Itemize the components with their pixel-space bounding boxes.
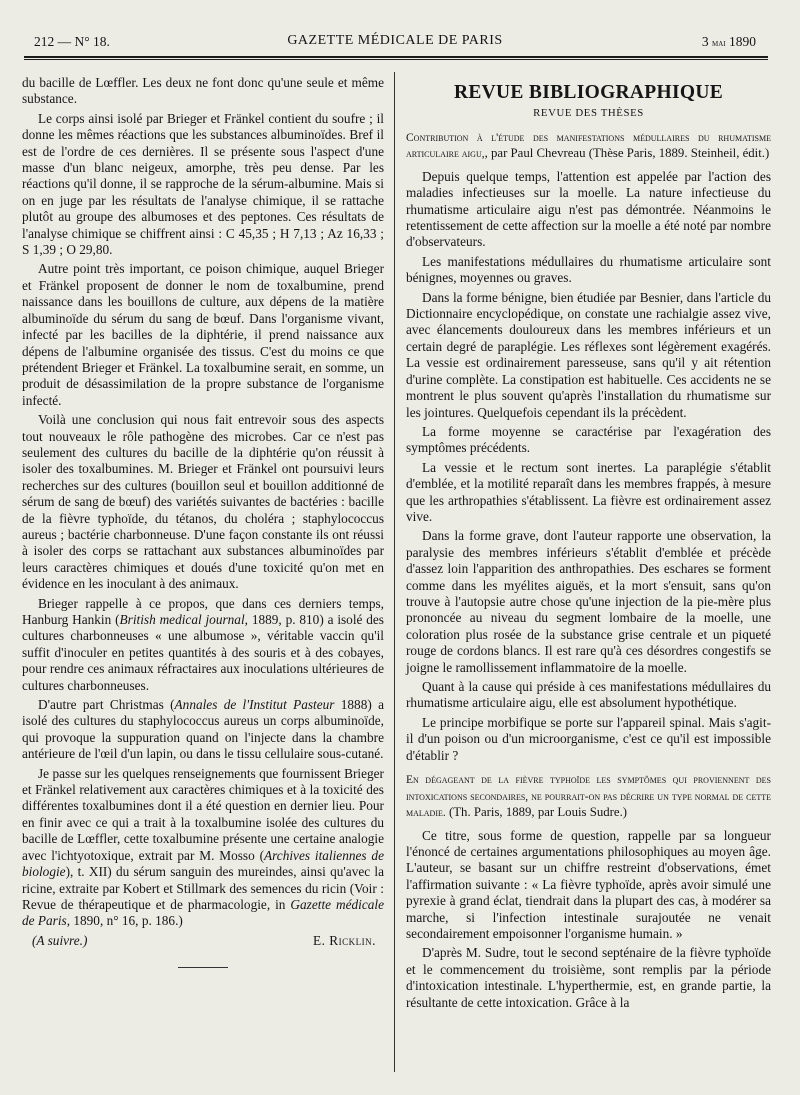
section-title: REVUE BIBLIOGRAPHIQUE: [453, 82, 724, 103]
review-entry-title: En dégageant de la fièvre typhoïde les symptômes qui proviennent des intoxications secondaires, ne pourrait-on pas décrire un type normal de cette maladie. (Th. Paris, 1889, par Louis Sudre.): [406, 774, 771, 820]
paragraph: Quant à la cause qui préside à ces manifestations médullaires du rhumatisme articulaire aigu, elle est absolument hypothétique.: [406, 679, 771, 711]
journal-title: GAZETTE MÉDICALE DE PARIS: [287, 33, 503, 48]
citation: Gazette médicale de Paris: [22, 896, 384, 929]
right-column: [406, 75, 771, 1014]
paragraph: D'après M. Sudre, tout le second septénaire de la fièvre typhoïde et le commencement du troisième, sont remplis par la période d'intoxication intestinale. L'hyperthermie, est, en grande partie, la résultante de cette intoxication. Grâce à la: [406, 945, 771, 1010]
paragraph: Depuis quelque temps, l'attention est appelée par l'action des maladies infectieuses sur la moelle. La nature infectieuse du rhumatisme articulaire aigu n'est pas démontrée. Néanmoins le retentissement de cette affection sur la moelle a été noté par nombre d'observateurs.: [406, 168, 771, 250]
citation: British medical journal: [119, 612, 245, 627]
paragraph: La forme moyenne se caractérise par l'exagération des symptômes précédents.: [406, 423, 771, 456]
paragraph: La vessie et le rectum sont inertes. La paraplégie s'établit d'emblée, et la motilité reparaît dans les membres frappés, à mesure que les arthropathies s'établissent. La fièvre est ordinairement assez vive.: [406, 459, 771, 524]
author-name: E. Ricklin.: [313, 932, 376, 948]
paragraph: Les manifestations médullaires du rhumatisme articulaire sont bénignes, moyennes ou graves.: [406, 253, 771, 286]
paragraph: Le principe morbifique se porte sur l'appareil spinal. Mais s'agit-il d'un poison ou d'un microorganisme, c'est ce qu'il est impossible d'établir ?: [406, 714, 771, 763]
paragraph: Autre point très important, ce poison chimique, auquel Brieger et Fränkel proposent de donner le nom de toxalbumine, prend naissance dans les bouillons de culture, aux dépens de la matière albuminoïde du sérum du sang de bœuf. Dans l'organisme vivant, infecté par les bacilles de la diphtérie, il prend naissance aux dépens de l'albumine organisée des tissus. C'est du moins ce que prétendent Brieger et Fränkel. La toxalbumine serait, en somme, un produit de désassimilation de la propre substance de l'organisme infecté.: [22, 261, 384, 408]
signature-line: [22, 933, 384, 949]
paragraph: Voilà une conclusion qui nous fait entrevoir sous des aspects tout nouveaux le rôle pathogène des microbes. Car ce n'est pas seulement des cultures du bacille de la diphtérie qu'on réussit à isoler des toxalbumines. M. Brieger et Fränkel ont poursuivi leurs recherches sur des cultures (bouillon seul et bouillon additionné de sérum de sang de bœuf) des variétés suivantes de bactéries : bacille de la fièvre typhoïde, du tétanos, du choléra ; staphylococcus aureus ; bactérie charbonneuse. D'une façon constante ils ont réussi à isoler des corps se rattachant aux substances albuminoïdes par leurs caractères chimiques et doués d'une toxicité qu'on met en évidence en les inoculant à des animaux.: [22, 412, 384, 592]
to-be-continued: (A suivre.): [32, 932, 88, 948]
paragraph: du bacille de Lœffler. Les deux ne font donc qu'une seule et même substance.: [22, 75, 384, 107]
header-rule: [24, 56, 768, 60]
paragraph: Dans la forme bénigne, bien étudiée par Besnier, dans l'article du Dictionnaire encyclopédique, on constate une rachialgie assez vive, avec élancements douloureux dans les membres inférieurs et un certain degré de paraplégie. Les réflexes sont légèrement exagérés. La vessie est ordinairement paresseuse, sans qu'il y ait rétention d'urine complète. La constipation est habituelle. Ces accidents ne se montrent le plus souvent qu'après l'installation du rhumatisme sur les jointures. Quelquefois cependant ils la précèdent.: [406, 289, 771, 420]
left-column: [22, 75, 384, 968]
paragraph: Ce titre, sous forme de question, rappelle par sa longueur l'énoncé de certaines argumentations philosophiques au moyen âge. L'auteur, se basant sur un chiffre restreint d'observations, émet l'affirmation suivante : « La fièvre typhoïde, après avoir simulé une pyrexie à grand éclat, tiendrait dans la plupart des cas, à modérer sa marche, si l'infection intestinale surajoutée ne venait secondairement empoisonner l'organisme humain. »: [406, 827, 771, 941]
paragraph: Dans la forme grave, dont l'auteur rapporte une observation, la paralysie des membres inférieurs s'établit d'emblée et précède d'assez loin l'apparition des anthropathies. Des eschares se forment comme dans les myélites aiguës, et la mort s'ensuit, sans qu'on trouve à l'autopsie autre chose qu'une injection de la pie-mère plus prononcée au niveau du segment lombaire de la moelle, une coloration plus rosée de la substance grise centrale et un piqueté rouge de cordons blancs. Il est rare qu'à ces désordres congestifs se joigne le ramollissement inflammatoire de la moelle.: [406, 528, 771, 675]
paragraph: Brieger rappelle à ce propos, que dans ces derniers temps, Hanburg Hankin (British medical journal, 1889, p. 810) a isolé des cultures charbonneuses « une albumose », véritable vaccin qu'il suffit d'inoculer en petites quantités à des souris et à des cobayes, pour rendre ces animaux réfractaires aux inoculations ultérieures de cultures charbonneuses.: [22, 595, 384, 693]
review-entry-title: Contribution à l'étude des manifestations médullaires du rhumatisme articulaire aigu,, par Paul Chevreau (Thèse Paris, 1889. Steinheil, édit.): [406, 131, 771, 161]
section-subtitle: REVUE DES THÈSES: [533, 107, 644, 120]
paragraph: D'autre part Christmas (Annales de l'Institut Pasteur 1888) a isolé des cultures du staphylococcus aureus un corps albuminoïde, qui provoque la suppuration quand on l'injecte dans la chambre antérieure de l'œil d'un lapin, ou dans le tissu cellulaire sous-cutané.: [22, 697, 384, 762]
page-header: [34, 30, 756, 52]
paragraph: Le corps ainsi isolé par Brieger et Fränkel contient du soufre ; il donne les mêmes réactions que les substances albuminoïdes. Bref il est de l'ordre de ces dernières. Il se présente sous l'aspect d'une masse d'un blanc neigeux, amorphe, très peu dense. Par les réactions qu'il donne, il se rapproche de la sérum-albumine. Mais si on en juge par les résultats de l'analyse chimique, il se rattache plutôt au groupe des albumoses et des peptones. Ces résultats de l'analyse chimique se chiffrent ainsi : C 45,35 ; H 7,13 ; Az 16,33 ; S 1,39 ; O 29,80.: [22, 110, 384, 258]
page-number: 212 — N° 18.: [34, 34, 110, 49]
issue-date: 3 mai 1890: [701, 34, 756, 49]
citation: Annales de l'Institut Pasteur: [174, 697, 335, 713]
citation: Archives italiennes de biologie: [22, 847, 384, 880]
column-divider: [394, 72, 395, 1072]
end-rule: [178, 967, 228, 968]
paragraph: Je passe sur les quelques renseignements que fournissent Brieger et Fränkel relativement aux caractères chimiques et à la toxicité des différentes toxalbumines dont il a été question en dernier lieu. Pour en finir avec ce qui a trait à la toxalbumine isolée des cultures du bacille de Lœffler, cette toxalbumine présente une certaine analogie avec l'ichtyotoxique, extrait par M. Mosso (Archives italiennes de biologie), t. XII) du sérum sanguin des mureindes, ainsi qu'avec la ricine, extraite par Kobert et Stillmark des semences du ricin (Voir : Revue de thérapeutique et de pharmacologie, in Gazette médicale de Paris, 1890, n° 16, p. 186.): [22, 765, 384, 929]
